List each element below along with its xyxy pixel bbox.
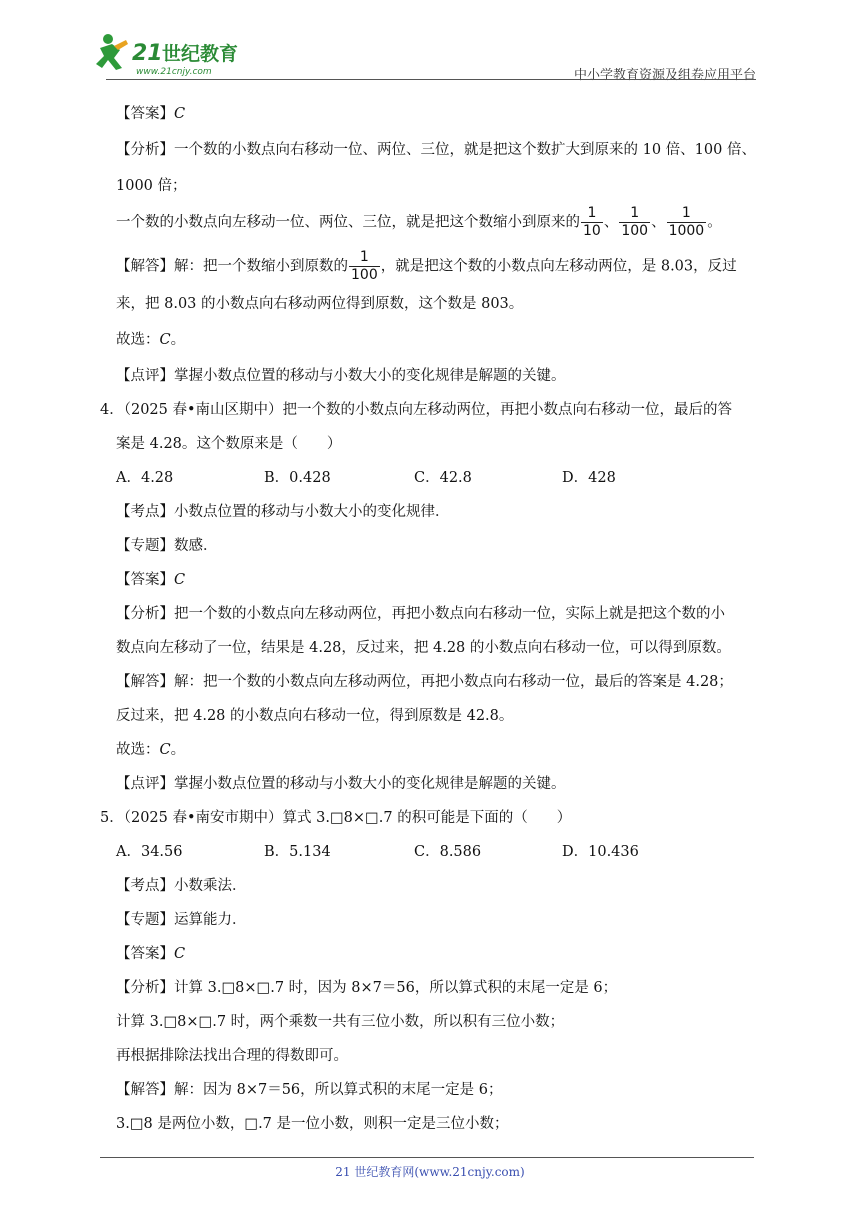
- q5-options: [116, 842, 676, 862]
- q5-solution-line-1: 【解答】解：因为 8×7＝56，所以算式积的末尾一定是 6；: [116, 1082, 503, 1098]
- q3-choose-line: 故选：C。: [116, 332, 186, 348]
- fraction-1-10: $\frac{1}{10}$: [583, 205, 601, 239]
- q4-option-c: C．42.8: [414, 470, 472, 486]
- q4-solution-line-1: 【解答】解：把一个数的小数点向左移动两位，再把小数点向右移动一位，最后的答案是 4.28；: [116, 674, 733, 690]
- platform-title: 中小学教育资源及组卷应用平台: [573, 68, 756, 83]
- svg-text:www.21cnjy.com: www.21cnjy.com: [136, 67, 212, 77]
- q5-option-a: A．34.56: [116, 844, 183, 860]
- q4-option-a: A．4.28: [116, 470, 174, 486]
- fraction-1-1000: $\frac{1}{1000}$: [668, 205, 705, 239]
- q5-option-b: B．5.134: [264, 844, 331, 860]
- q5-answer-line: 【答案】C: [116, 946, 186, 962]
- site-logo: [92, 30, 262, 78]
- q3-answer-line: 【答案】C: [116, 106, 186, 122]
- q3-analysis-line-1: 【分析】一个数的小数点向右移动一位、两位、三位，就是把这个数扩大到原来的 10 倍、100 倍、: [116, 142, 756, 158]
- q4-option-b: B．0.428: [264, 470, 331, 486]
- q5-zhuanti-line: 【专题】运算能力．: [116, 912, 247, 928]
- q4-stem-line-1: 4．（2025 春•南山区期中）把一个数的小数点向左移动两位，再把小数点向右移动一位，最后的答: [100, 402, 733, 418]
- q3-analysis-line-3: 一个数的小数点向左移动一位、两位、三位，就是把这个数缩小到原来的 $\frac{1}{10}$ 、 $\frac{1}{100}$ 、 $\frac{1}{1000}$ 。: [116, 205, 722, 239]
- q4-answer-line: 【答案】C: [116, 572, 186, 588]
- q5-stem-line: 5．（2025 春•南安市期中）算式 3.□8×□.7 的积可能是下面的（ ）: [100, 810, 572, 826]
- q5-analysis-line-1: 【分析】计算 3.□8×□.7 时，因为 8×7＝56，所以算式积的末尾一定是 6；: [116, 980, 618, 996]
- q5-analysis-line-2: 计算 3.□8×□.7 时，两个乘数一共有三位小数，所以积有三位小数；: [116, 1014, 565, 1030]
- q4-stem-line-2: 案是 4.28。这个数原来是（ ）: [116, 436, 342, 452]
- q3-analysis-line-2: 1000 倍；: [116, 178, 187, 194]
- q5-kaodian-line: 【考点】小数乘法．: [116, 878, 247, 894]
- q4-kaodian-line: 【考点】小数点位置的移动与小数大小的变化规律．: [116, 504, 450, 520]
- q5-analysis-line-3: 再根据排除法找出合理的得数即可。: [116, 1048, 348, 1064]
- q4-solution-line-2: 反过来，把 4.28 的小数点向右移动一位，得到原数是 42.8。: [116, 708, 514, 724]
- footer-link[interactable]: 21 世纪教育网(www.21cnjy.com): [335, 1165, 525, 1179]
- page-header: [92, 30, 756, 82]
- header-divider: [106, 79, 756, 80]
- q4-options: [116, 468, 656, 488]
- fraction-1-100: $\frac{1}{100}$: [621, 205, 649, 239]
- q5-option-c: C．8.586: [414, 844, 482, 860]
- fraction-1-100-solution: $\frac{1}{100}$: [351, 249, 378, 283]
- svg-text:21: 21: [132, 41, 163, 66]
- svg-text:世纪教育: 世纪教育: [162, 43, 239, 65]
- q4-choose-line: 故选：C。: [116, 742, 186, 758]
- q4-analysis-line-1: 【分析】把一个数的小数点向左移动两位，再把小数点向右移动一位，实际上就是把这个数的小: [116, 606, 725, 622]
- footer-divider: [100, 1157, 754, 1158]
- q5-solution-line-2: 3.□8 是两位小数，□.7 是一位小数，则积一定是三位小数；: [116, 1116, 509, 1132]
- q4-comment-line: 【点评】掌握小数点位置的移动与小数大小的变化规律是解题的关键。: [116, 776, 566, 792]
- q5-option-d: D．10.436: [562, 844, 639, 860]
- q4-analysis-line-2: 数点向左移动了一位，结果是 4.28，反过来，把 4.28 的小数点向右移动一位，可以得到原数。: [116, 640, 731, 656]
- q3-solution-line-2: 来，把 8.03 的小数点向右移动两位得到原数，这个数是 803。: [116, 296, 524, 312]
- q4-zhuanti-line: 【专题】数感．: [116, 538, 218, 554]
- q3-solution-line-1: 【解答】解：把一个数缩小到原数的 $\frac{1}{100}$ ，就是把这个数的小数点向左移动两位，是 8.03，反过: [116, 249, 737, 283]
- q4-option-d: D．428: [562, 470, 616, 486]
- q3-comment-line: 【点评】掌握小数点位置的移动与小数大小的变化规律是解题的关键。: [116, 368, 566, 384]
